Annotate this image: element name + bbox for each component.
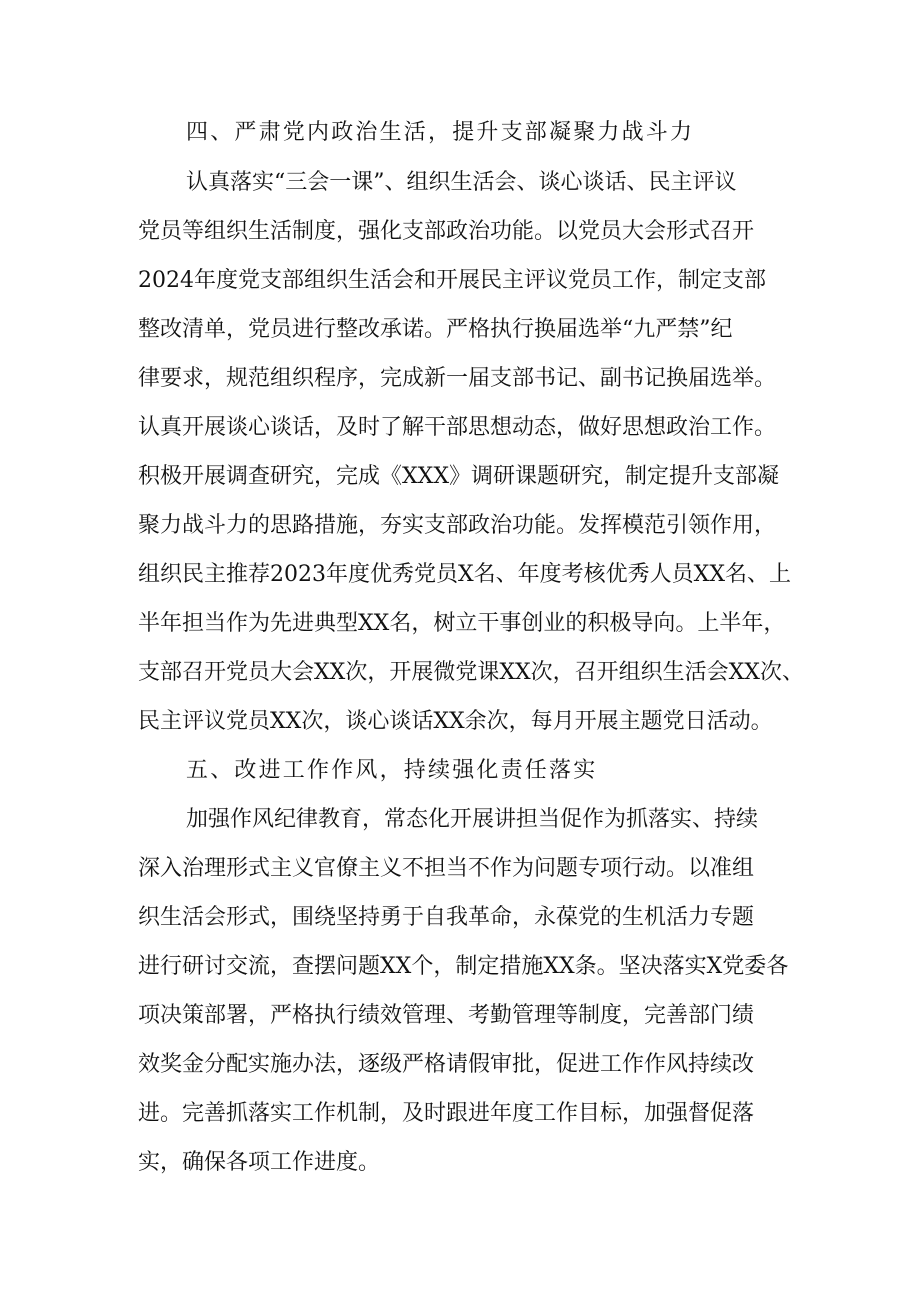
section-4-line-8: 聚力战斗力的思路措施，夯实支部政治功能。发挥模范引领作用， [138, 513, 777, 538]
section-5-line-3: 织生活会形式，围绕坚持勇于自我革命，永葆党的生机活力专题 [138, 905, 755, 930]
section-4-line-9: 组织民主推荐2023年度优秀党员X名、年度考核优秀人员XX名、上 [138, 562, 791, 587]
section-5-line-8: 实，确保各项工作进度。 [138, 1150, 381, 1175]
section-4-heading: 四、严肃党内政治生活，提升支部凝聚力战斗力 [186, 120, 695, 145]
section-4-line-4: 整改清单，党员进行整改承诺。严格执行换届选举“九严禁”纪 [138, 317, 733, 342]
section-5-line-7: 进。完善抓落实工作机制，及时跟进年度工作目标，加强督促落 [138, 1101, 755, 1126]
section-5-line-5: 项决策部署，严格执行绩效管理、考勤管理等制度，完善部门绩 [138, 1003, 755, 1028]
section-5-line-6: 效奖金分配实施办法，逐级严格请假审批，促进工作作风持续改 [138, 1052, 755, 1077]
section-5-line-1: 加强作风纪律教育，常态化开展讲担当促作为抓落实、持续 [186, 807, 759, 832]
section-5-line-2: 深入治理形式主义官僚主义不担当不作为问题专项行动。以准组 [138, 856, 755, 881]
section-4-line-1: 认真落实“三会一课”、组织生活会、谈心谈话、民主评议 [186, 170, 737, 195]
section-4-line-2: 党员等组织生活制度，强化支部政治功能。以党员大会形式召开 [138, 219, 755, 244]
section-4-line-10: 半年担当作为先进典型XX名，树立干事创业的积极导向。上半年， [138, 611, 786, 636]
section-4-line-12: 民主评议党员XX次，谈心谈话XX余次，每月开展主题党日活动。 [138, 709, 773, 734]
section-5-heading: 五、改进工作作风，持续强化责任落实 [186, 758, 598, 783]
section-4-line-6: 认真开展谈心谈话，及时了解干部思想动态，做好思想政治工作。 [138, 415, 777, 440]
section-4-line-7: 积极开展调查研究，完成《XXX》调研课题研究，制定提升支部凝 [138, 464, 779, 489]
section-4-line-5: 律要求，规范组织程序，完成新一届支部书记、副书记换届选举。 [138, 366, 777, 391]
section-4-line-11: 支部召开党员大会XX次，开展微党课XX次，召开组织生活会XX次、 [138, 660, 804, 685]
section-5-line-4: 进行研讨交流，查摆问题XX个，制定措施XX条。坚决落实X党委各 [138, 954, 789, 979]
section-4-line-3: 2024年度党支部组织生活会和开展民主评议党员工作，制定支部 [138, 268, 766, 293]
